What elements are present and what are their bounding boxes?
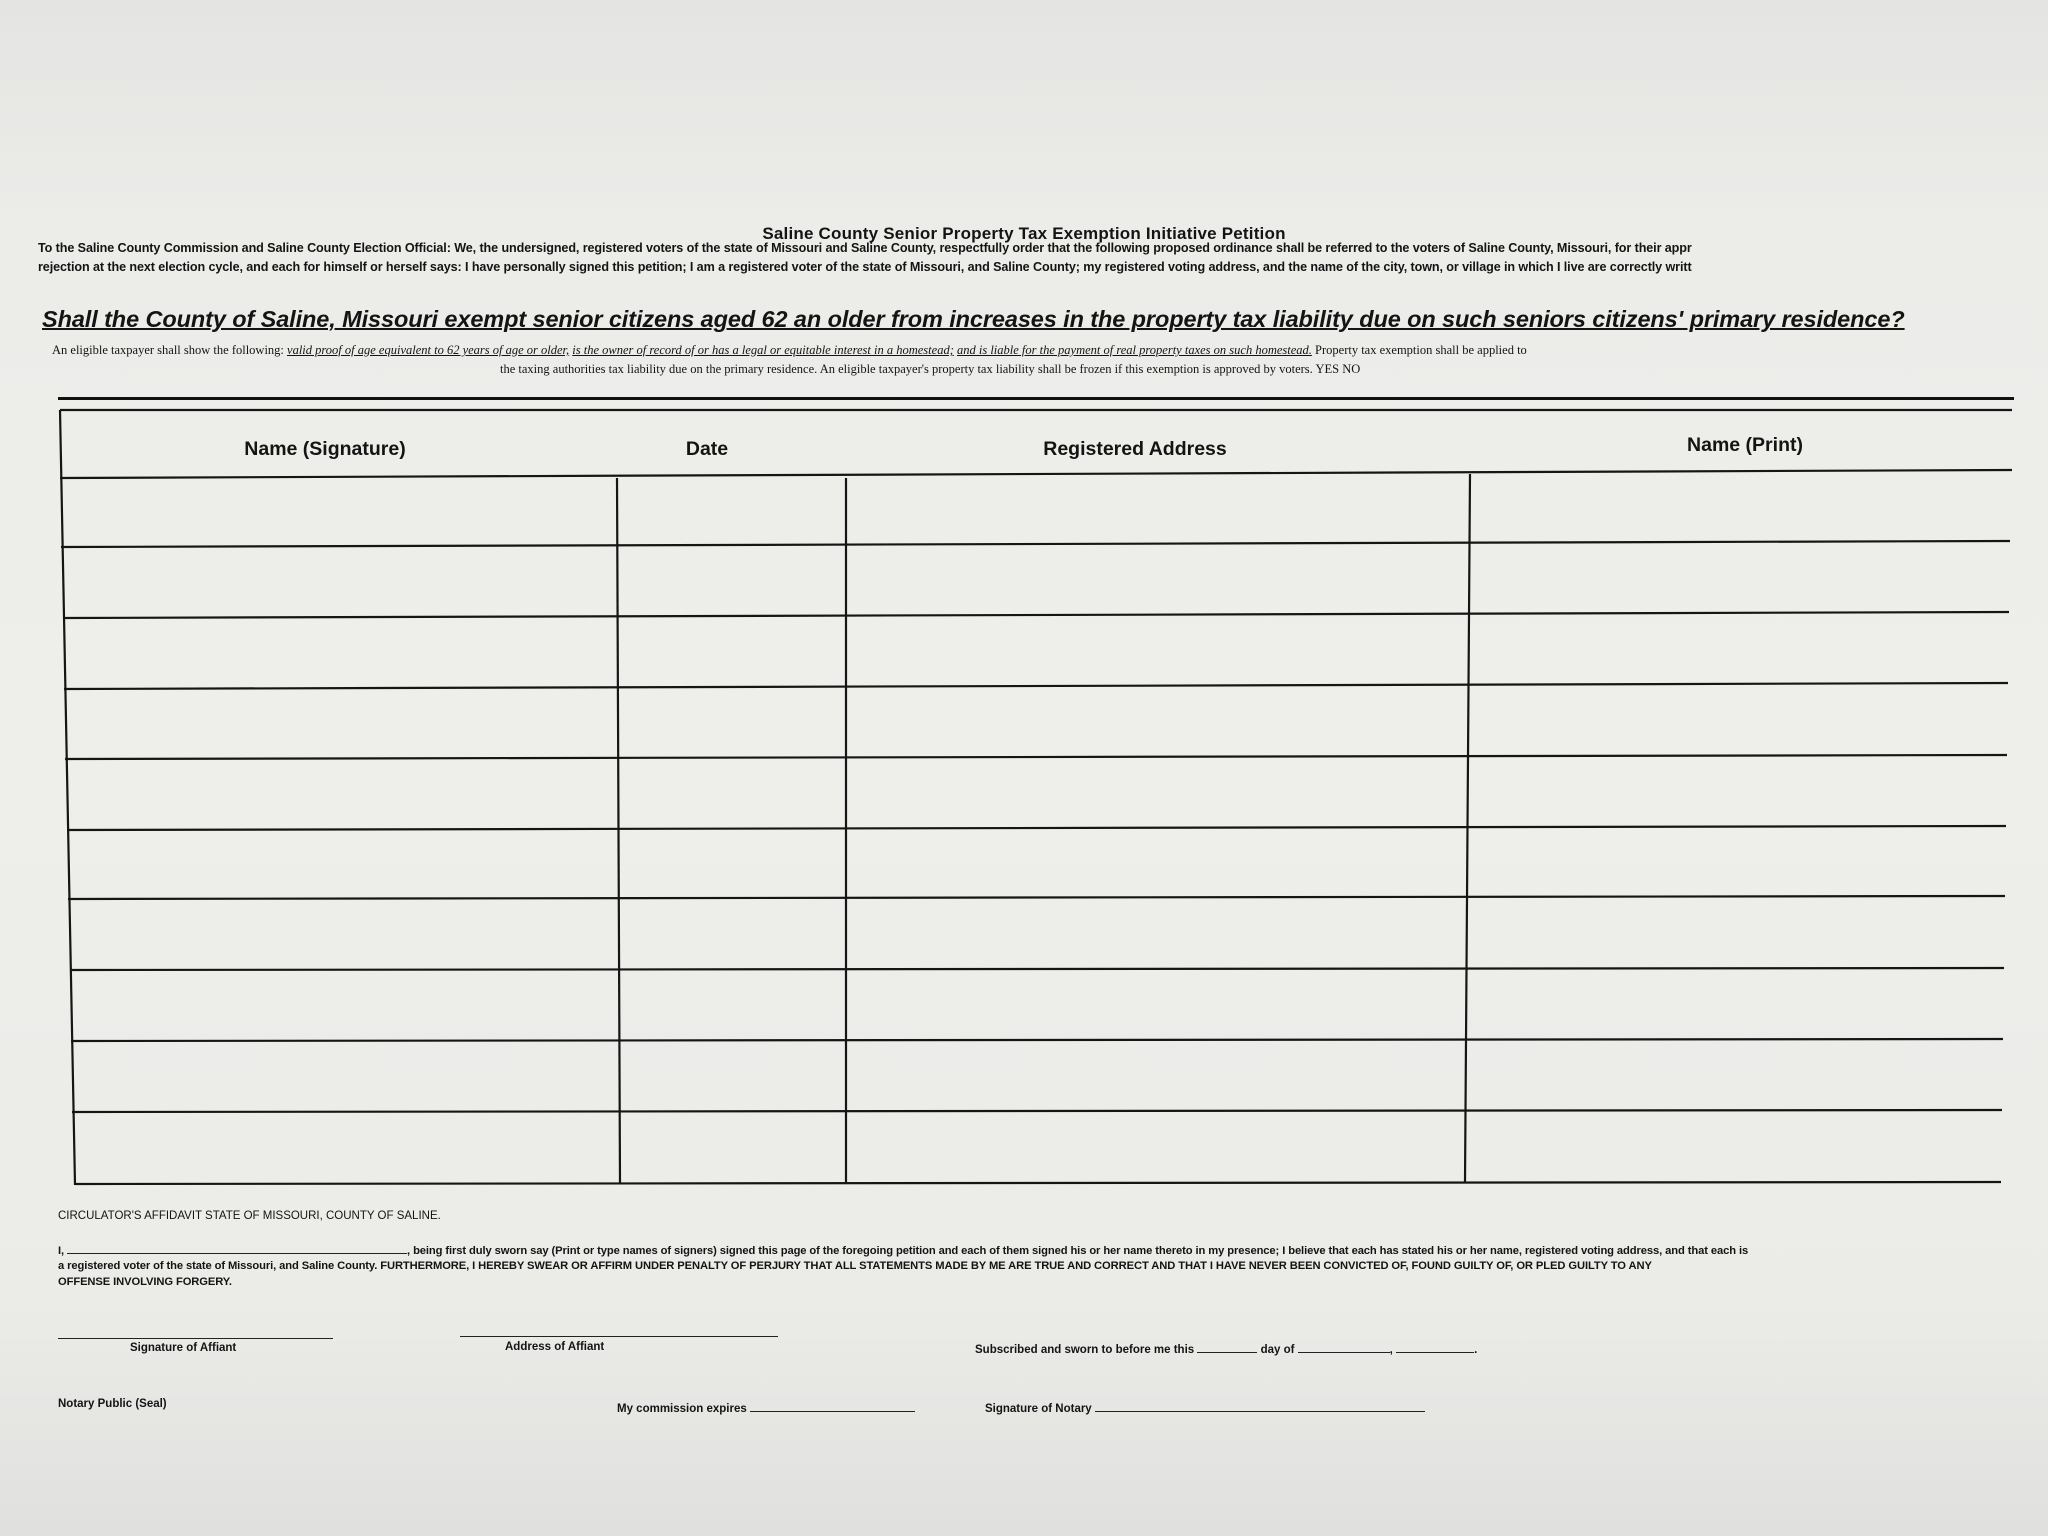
eligibility-text-2: the taxing authorities tax liability due on the primary residence. An eligible taxpayer's property tax liability shall be frozen if this exemption is approved by voters. (500, 362, 1313, 376)
eligibility-req-age: valid proof of age equivalent to 62 years of age or older, (287, 343, 570, 357)
affiant-address-label: Address of Affiant (505, 1341, 605, 1353)
day-blank[interactable] (1197, 1341, 1257, 1353)
notary-signature-label: Signature of Notary (985, 1403, 1092, 1415)
col-header-name-signature: Name (Signature) (244, 438, 406, 460)
intro-line-1: To the Saline County Commission and Saline County Election Official: We, the undersigned, registered voters of the state of Missouri and Saline County, respectfully order that the following proposed ordinance shall be referred to the voters of Saline County, Missouri, for their appr (38, 241, 1692, 255)
month-blank[interactable] (1298, 1341, 1390, 1353)
eligibility-lead: An eligible taxpayer shall show the following: (52, 343, 284, 357)
vote-no-option[interactable]: NO (1342, 362, 1361, 376)
notary-signature-blank[interactable] (1095, 1400, 1425, 1412)
eligibility-req-liable: and is liable for the payment of real property taxes on such homestead. (956, 343, 1312, 357)
page-title: Saline County Senior Property Tax Exemption Initiative Petition (762, 224, 1286, 243)
affiant-name-blank[interactable] (67, 1242, 407, 1254)
col-header-date: Date (685, 438, 729, 460)
affiant-signature-label: Signature of Affiant (130, 1342, 237, 1354)
eligibility-req-owner: is the owner of record of or has a legal or equitable interest in a homestead; (572, 343, 954, 357)
affidavit-line-1 (58, 1242, 2008, 1257)
intro-line-2: rejection at the next election cycle, and each for himself or herself says: I have personally signed this petition; I am a registered voter of the state of Missouri, and Saline County; my registered voting address, and the name of the city, town, or village in which I live are correctly writt (38, 260, 1692, 274)
col-header-name-print: Name (Print) (1687, 434, 1803, 456)
affidavit-line-2: a registered voter of the state of Missouri, and Saline County. FURTHERMORE, I HEREBY SWEAR OR AFFIRM UNDER PENALTY OF PERJURY THAT ALL STATEMENTS MADE BY ME ARE TRUE AND CORRECT AND THAT I HAVE NEVER BEEN CONVICTED OF, FOUND GUILTY OF, OR PLED GUILTY TO ANY (58, 1260, 1652, 1272)
commission-blank[interactable] (750, 1400, 915, 1412)
affiant-address-line[interactable] (460, 1336, 778, 1337)
eligibility-tail: Property tax exemption shall be applied to (1315, 343, 1527, 357)
affidavit-i: I, (58, 1245, 65, 1257)
commission-expires (617, 1400, 915, 1415)
ballot-question: Shall the County of Saline, Missouri exempt senior citizens aged 62 an older from increases in the property tax liability due on such seniors citizens' primary residence? (42, 306, 1905, 332)
notary-signature (985, 1400, 1425, 1415)
subscribed-label: Subscribed and sworn to before me this (975, 1344, 1195, 1356)
affiant-signature-line[interactable] (58, 1338, 333, 1339)
year-blank[interactable] (1396, 1341, 1474, 1353)
notary-seal-label: Notary Public (Seal) (58, 1398, 167, 1410)
affidavit-title: CIRCULATOR'S AFFIDAVIT STATE OF MISSOURI, COUNTY OF SALINE. (58, 1210, 441, 1222)
affidavit-line-3: OFFENSE INVOLVING FORGERY. (58, 1276, 232, 1288)
day-of-label: day of (1260, 1344, 1295, 1356)
affidavit-text-1: , being first duly sworn say (Print or type names of signers) signed this page of the foregoing petition and each of them signed his or her name thereto in my presence; I believe that each has stated his or her name, registered voting address, and that each is (407, 1245, 1749, 1257)
subscribed-text: Subscribed and sworn to before me this day of , . (975, 1341, 1477, 1356)
col-header-registered-address: Registered Address (1043, 438, 1227, 460)
vote-yes-option[interactable]: YES (1315, 362, 1340, 376)
commission-label: My commission expires (617, 1403, 747, 1415)
